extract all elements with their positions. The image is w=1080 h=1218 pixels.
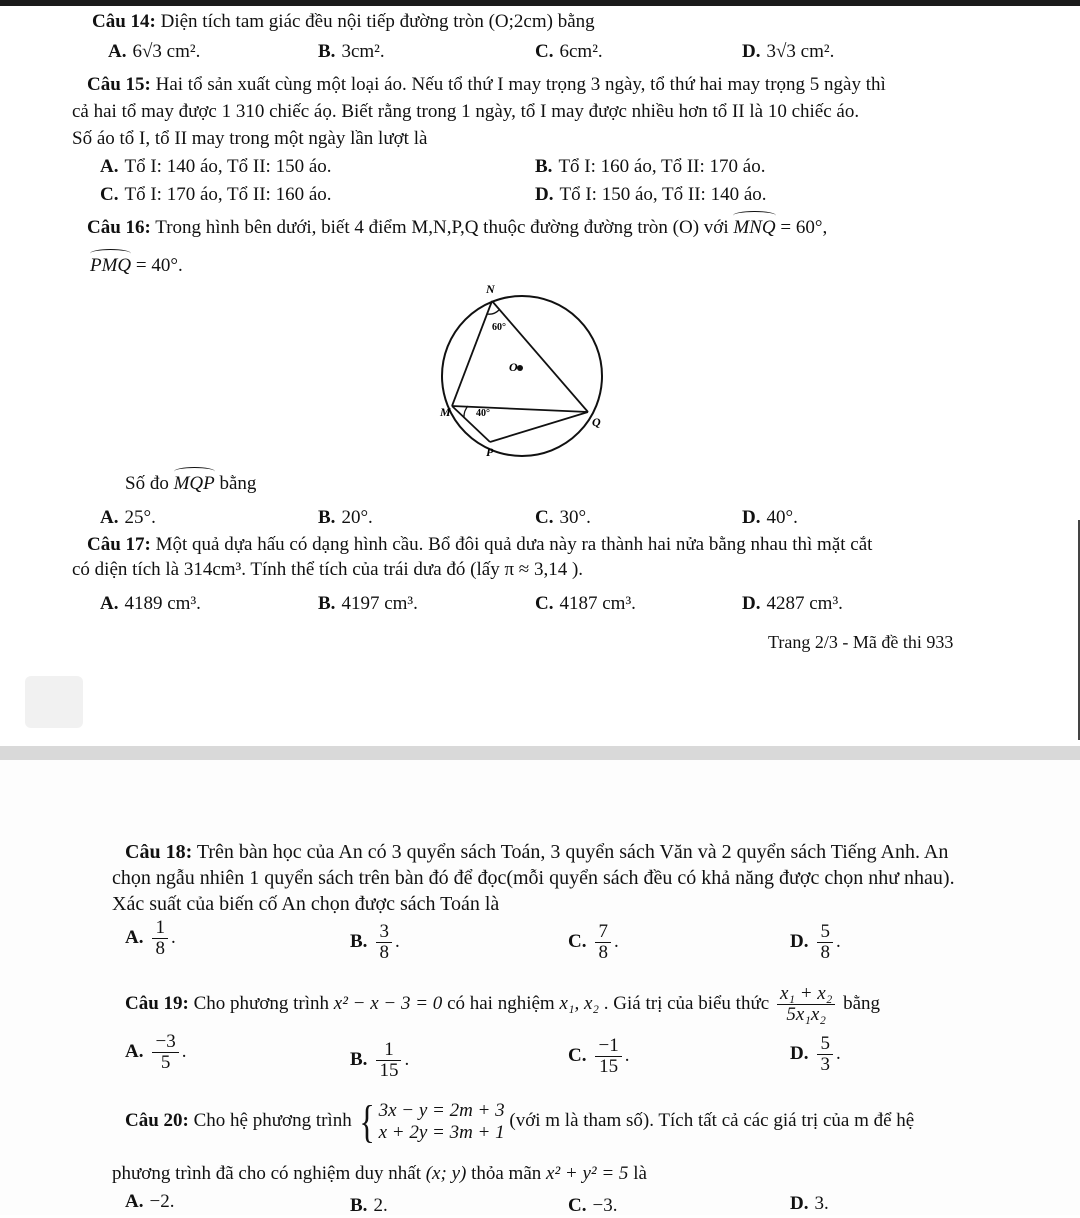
q19-option-a[interactable]: A. $\frac{-3}{5}$ . [125, 1031, 187, 1073]
q17-label: Câu 17: [87, 534, 151, 555]
q16-option-d[interactable]: D. 40°. [742, 507, 798, 528]
q15-option-c[interactable]: C. Tổ I: 170 áo, Tổ II: 160 áo. [100, 184, 332, 205]
q20-label: Câu 20: [125, 1110, 189, 1131]
page-2 [0, 760, 1080, 1215]
label-m: M [440, 405, 451, 419]
q19-option-c[interactable]: C. $\frac{-1}{15}$ . [568, 1035, 630, 1077]
angle-60: 60° [492, 322, 506, 333]
q18-option-b[interactable]: B. $\frac{3}{8}$ . [350, 921, 400, 963]
q14-option-a[interactable]: A. 6√3 cm². [108, 41, 201, 62]
q18-line-1: Câu 18: Trên bàn học của An có 3 quyển sách Toán, 3 quyển sách Văn và 2 quyển sách Tiếng Anh. An [125, 841, 949, 863]
q19-equation: x² − x − 3 = 0 [333, 993, 443, 1014]
q20-option-c[interactable]: C. −3. [568, 1195, 618, 1216]
q18-line-3: Xác suất của biến cố An chọn được sách Toán là [112, 893, 500, 915]
top-edge [0, 0, 1080, 6]
arc-mnq: MNQ [733, 214, 775, 240]
q15-option-a[interactable]: A. Tổ I: 140 áo, Tổ II: 150 áo. [100, 156, 332, 177]
q14-option-d[interactable]: D. 3√3 cm². [742, 41, 835, 62]
q20-option-b[interactable]: B. 2. [350, 1195, 388, 1216]
q14-option-b[interactable]: B. 3cm². [318, 41, 385, 62]
q16-label: Câu 16: [87, 217, 151, 238]
q14-option-c[interactable]: C. 6cm². [535, 41, 603, 62]
q16-option-b[interactable]: B. 20°. [318, 507, 373, 528]
center-o [517, 365, 523, 371]
arc-pmq: PMQ [90, 252, 131, 278]
label-o: O [509, 360, 518, 374]
q17-line-2: có diện tích là 314cm³. Tính thể tích của trái dưa đó (lấy π ≈ 3,14 ). [72, 559, 584, 580]
label-n: N [486, 282, 495, 296]
q15-line-3: Số áo tổ I, tổ II may trong một ngày lần lượt là [72, 128, 428, 149]
label-p: P [486, 445, 494, 459]
q19-label: Câu 19: [125, 993, 189, 1014]
chord-mq [452, 406, 588, 412]
q15-option-d[interactable]: D. Tổ I: 150 áo, Tổ II: 140 áo. [535, 184, 767, 205]
q16-option-a[interactable]: A. 25°. [100, 507, 156, 528]
circle-figure [430, 276, 630, 466]
q16-option-c[interactable]: C. 30°. [535, 507, 591, 528]
q19-stem: Câu 19: Cho phương trình x² − x − 3 = 0 có hai nghiệm x₁, x₂ . Giá trị của biểu thức $\frac{\text{x₁ + x₂}}{\text{5x₁x₂}}$ bằng [125, 983, 881, 1026]
q14-text: Diện tích tam giác đều nội tiếp đường tròn (O;2cm) bằng [160, 11, 595, 32]
q15-line-1: Câu 15: Hai tổ sản xuất cùng một loại áo. Nếu tổ thứ I may trọng 3 ngày, tổ thứ hai may trọng 5 ngày thì [87, 74, 886, 95]
q14-label: Câu 14: [92, 11, 156, 32]
q18-line-2: chọn ngẫu nhiên 1 quyển sách trên bàn đó để đọc(mỗi quyển sách đều có khả năng được chọn như nhau). [112, 867, 955, 889]
q17-line-1: Câu 17: Một quả dựa hấu có dạng hình cầu. Bổ đôi quả dưa này ra thành hai nửa bằng nhau thì mặt cắt [87, 534, 873, 555]
page-separator [0, 746, 1080, 760]
q20-option-d[interactable]: D. 3. [790, 1193, 829, 1214]
q17-option-b[interactable]: B. 4197 cm³. [318, 593, 418, 614]
q19-option-d[interactable]: D. $\frac{5}{3}$ . [790, 1033, 841, 1075]
label-q: Q [592, 415, 601, 429]
q18-option-c[interactable]: C. $\frac{7}{8}$ . [568, 921, 619, 963]
q16-stem: Câu 16: Trong hình bên dưới, biết 4 điểm M,N,P,Q thuộc đường đường tròn (O) với MNQ = 60°, [87, 214, 827, 240]
q20-system: 3x − y = 2m + 3 x + 2y = 3m + 1 [378, 1099, 505, 1143]
q17-option-a[interactable]: A. 4189 cm³. [100, 593, 201, 614]
q19-option-b[interactable]: B. $\frac{1}{15}$ . [350, 1039, 410, 1081]
q14-stem [92, 10, 595, 34]
q17-option-d[interactable]: D. 4287 cm³. [742, 593, 843, 614]
q15-line-2: cả hai tổ may được 1 310 chiếc áọ. Biết rằng trong 1 ngày, tổ I may được nhiều hơn tổ II là 10 chiếc áo. [72, 101, 860, 122]
blank-box [25, 676, 83, 728]
q18-option-d[interactable]: D. $\frac{5}{8}$ . [790, 921, 841, 963]
q16-stem-2: PMQ = 40°. [90, 252, 183, 278]
q20-line-2: phương trình đã cho có nghiệm duy nhất (x; y) thỏa mãn x² + y² = 5 là [112, 1163, 647, 1184]
chord-nq [492, 301, 588, 412]
q17-option-c[interactable]: C. 4187 cm³. [535, 593, 636, 614]
angle-40: 40° [476, 408, 490, 419]
q16-question: Số đo MQP bằng [125, 470, 256, 496]
chord-nm [452, 301, 492, 406]
page-footer: Trang 2/3 - Mã đề thi 933 [768, 632, 954, 652]
q20-option-a[interactable]: A. −2. [125, 1191, 175, 1212]
q15-label: Câu 15: [87, 74, 151, 95]
q18-label: Câu 18: [125, 841, 193, 863]
q18-option-a[interactable]: A. $\frac{1}{8}$ . [125, 917, 176, 959]
q20-stem: Câu 20: Cho hệ phương trình { 3x − y = 2m + 3 x + 2y = 3m + 1 (với m là tham số). Tích tất cả các giá trị của m để hệ [125, 1095, 915, 1147]
arc-mqp: MQP [174, 470, 215, 496]
q19-roots: x₁, x₂ [559, 993, 600, 1014]
q15-option-b[interactable]: B. Tổ I: 160 áo, Tổ II: 170 áo. [535, 156, 766, 177]
